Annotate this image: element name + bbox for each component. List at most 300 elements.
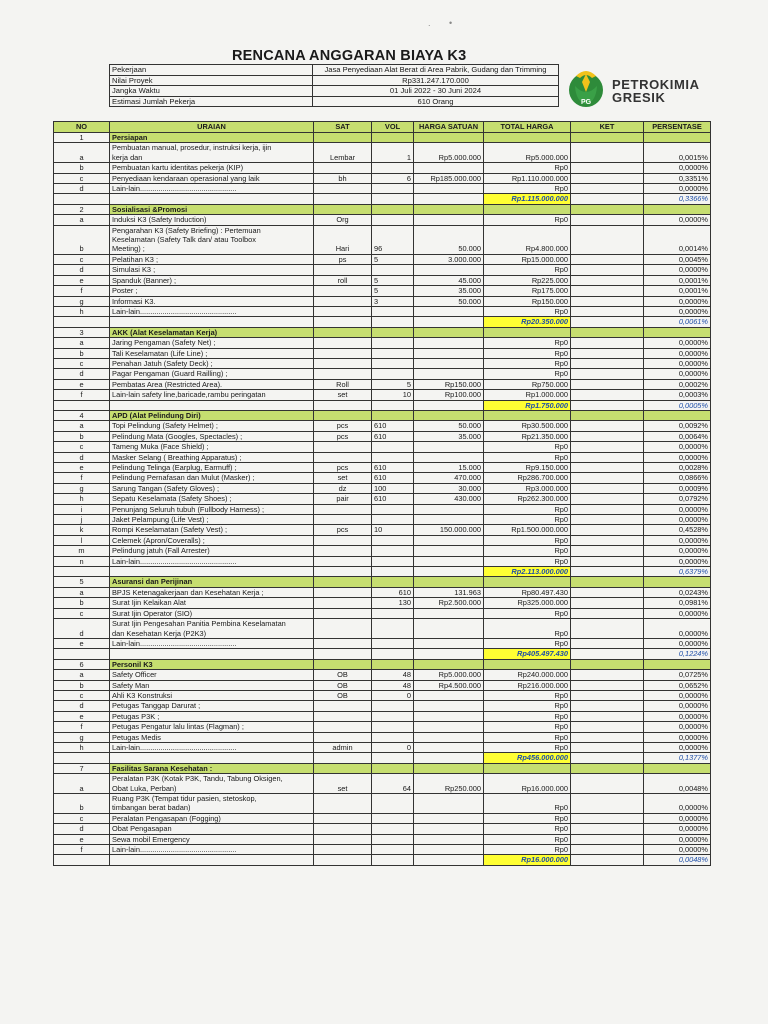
table-row xyxy=(54,379,711,389)
logo-badge: PG xyxy=(580,99,592,106)
row-unit-price: 35.000 xyxy=(414,431,484,441)
row-percentage: 0,0981% xyxy=(644,598,711,608)
row-total: Rp325.000.000 xyxy=(484,598,571,608)
row-volume xyxy=(372,732,414,742)
row-total: Rp225.000 xyxy=(484,275,571,285)
row-unit-price xyxy=(414,845,484,855)
row-letter: k xyxy=(54,525,110,535)
description-line: Pagar Pengaman (Guard Railling) ; xyxy=(112,369,228,379)
empty-cell xyxy=(54,194,110,204)
row-letter: d xyxy=(54,824,110,834)
row-unit: pcs xyxy=(314,463,372,473)
row-note xyxy=(571,732,644,742)
subtotal-row xyxy=(54,317,711,327)
row-total: Rp286.700.000 xyxy=(484,473,571,483)
row-unit: ps xyxy=(314,254,372,264)
empty-cell xyxy=(571,855,644,865)
description-line: Topi Pelindung (Safety Helmet) ; xyxy=(112,421,218,431)
table-row xyxy=(54,608,711,618)
row-total: Rp262.300.000 xyxy=(484,494,571,504)
row-note xyxy=(571,587,644,597)
subtotal-total: Rp456.000.000 xyxy=(484,753,571,763)
description-line: Petugas Medis xyxy=(112,732,161,742)
empty-cell xyxy=(314,855,372,865)
row-note xyxy=(571,794,644,814)
row-unit: set xyxy=(314,774,372,794)
table-row xyxy=(54,494,711,504)
col-header-no: NO xyxy=(54,122,110,133)
row-unit-price xyxy=(414,619,484,639)
row-percentage: 0,0000% xyxy=(644,742,711,752)
empty-cell xyxy=(571,659,644,669)
row-total: Rp0 xyxy=(484,813,571,823)
row-letter: i xyxy=(54,504,110,514)
row-description xyxy=(110,535,314,545)
row-total: Rp0 xyxy=(484,556,571,566)
row-unit: Hari xyxy=(314,225,372,254)
empty-cell xyxy=(314,204,372,214)
description-line: Surat Ijin Pengesahan Panitia Pembina Keselamatan xyxy=(112,619,286,629)
table-row xyxy=(54,794,711,814)
row-volume: 0 xyxy=(372,690,414,700)
table-row xyxy=(54,348,711,358)
row-unit xyxy=(314,369,372,379)
section-number: 5 xyxy=(54,577,110,587)
description-line: Jaring Pengaman (Safety Net) ; xyxy=(112,338,216,348)
empty-cell xyxy=(414,410,484,420)
row-description xyxy=(110,813,314,823)
empty-cell xyxy=(414,567,484,577)
row-letter: f xyxy=(54,722,110,732)
row-total: Rp0 xyxy=(484,834,571,844)
description-line: Lain-lain............................................... xyxy=(112,306,237,316)
row-unit-price: 30.000 xyxy=(414,483,484,493)
description-line: Pembuatan kartu identitas pekerja (KIP) xyxy=(112,163,244,173)
logo-line-2: GRESIK xyxy=(612,90,666,105)
description-line: Pelindung jatuh (Fall Arrester) xyxy=(112,546,210,556)
row-volume xyxy=(372,794,414,814)
row-unit xyxy=(314,546,372,556)
empty-cell xyxy=(571,204,644,214)
logo-line-1: PETROKIMIA xyxy=(612,77,700,92)
row-percentage: 0,3351% xyxy=(644,173,711,183)
row-percentage: 0,0000% xyxy=(644,452,711,462)
subtotal-total: Rp1.750.000 xyxy=(484,400,571,410)
row-total: Rp0 xyxy=(484,265,571,275)
row-unit xyxy=(314,265,372,275)
section-title: APD (Alat Pelindung Diri) xyxy=(110,410,314,420)
row-unit-price xyxy=(414,794,484,814)
subtotal-percentage: 0,0005% xyxy=(644,400,711,410)
row-percentage: 0,0000% xyxy=(644,638,711,648)
section-number: 3 xyxy=(54,327,110,337)
row-volume: 5 xyxy=(372,286,414,296)
row-description xyxy=(110,556,314,566)
row-unit xyxy=(314,535,372,545)
empty-cell xyxy=(484,763,571,773)
row-letter: e xyxy=(54,834,110,844)
row-unit-price: 50.000 xyxy=(414,296,484,306)
description-line: Pengarahan K3 (Safety Briefing) : Pertemuan xyxy=(112,225,261,235)
row-letter: l xyxy=(54,535,110,545)
description-line: Pelindung Mata (Googles, Spectacles) ; xyxy=(112,431,243,441)
row-percentage: 0,0000% xyxy=(644,690,711,700)
row-unit-price xyxy=(414,442,484,452)
row-description xyxy=(110,442,314,452)
row-percentage: 0,0000% xyxy=(644,556,711,566)
description-line: Safety Officer xyxy=(112,670,157,680)
row-volume xyxy=(372,845,414,855)
row-letter: a xyxy=(54,670,110,680)
empty-cell xyxy=(571,567,644,577)
row-unit-price: 131.963 xyxy=(414,587,484,597)
description-line: Safety Man xyxy=(112,680,150,690)
description-line: Lain-lain............................................... xyxy=(112,638,237,648)
empty-cell xyxy=(54,649,110,659)
row-unit xyxy=(314,296,372,306)
empty-cell xyxy=(571,327,644,337)
row-percentage: 0,0243% xyxy=(644,587,711,597)
row-letter: a xyxy=(54,215,110,225)
row-total: Rp21.350.000 xyxy=(484,431,571,441)
row-total: Rp0 xyxy=(484,722,571,732)
row-unit-price: 50.000 xyxy=(414,421,484,431)
info-row xyxy=(110,86,559,97)
row-unit-price xyxy=(414,338,484,348)
table-row xyxy=(54,338,711,348)
empty-cell xyxy=(314,133,372,143)
empty-cell xyxy=(414,400,484,410)
row-letter: a xyxy=(54,421,110,431)
empty-cell xyxy=(314,577,372,587)
row-description xyxy=(110,834,314,844)
section-title: Fasilitas Sarana Kesehatan : xyxy=(110,763,314,773)
row-percentage: 0,0000% xyxy=(644,824,711,834)
row-unit-price: Rp250.000 xyxy=(414,774,484,794)
row-letter: b xyxy=(54,225,110,254)
row-description xyxy=(110,483,314,493)
row-unit-price xyxy=(414,608,484,618)
row-total: Rp0 xyxy=(484,215,571,225)
section-row xyxy=(54,204,711,214)
table-row xyxy=(54,358,711,368)
row-percentage: 0,0000% xyxy=(644,504,711,514)
logo-text xyxy=(612,78,700,104)
table-row xyxy=(54,515,711,525)
row-percentage: 0,0015% xyxy=(644,143,711,163)
row-volume: 96 xyxy=(372,225,414,254)
empty-cell xyxy=(54,753,110,763)
empty-cell xyxy=(314,317,372,327)
row-description xyxy=(110,254,314,264)
row-unit xyxy=(314,556,372,566)
row-unit-price xyxy=(414,515,484,525)
row-total: Rp175.000 xyxy=(484,286,571,296)
table-row xyxy=(54,286,711,296)
empty-cell xyxy=(372,659,414,669)
row-description xyxy=(110,431,314,441)
row-unit xyxy=(314,638,372,648)
empty-cell xyxy=(644,410,711,420)
row-percentage: 0,0000% xyxy=(644,619,711,639)
table-row xyxy=(54,215,711,225)
empty-cell xyxy=(314,567,372,577)
table-row xyxy=(54,265,711,275)
row-note xyxy=(571,296,644,306)
row-volume xyxy=(372,824,414,834)
row-note xyxy=(571,215,644,225)
empty-cell xyxy=(110,753,314,763)
row-unit-price: Rp185.000.000 xyxy=(414,173,484,183)
row-total: Rp0 xyxy=(484,535,571,545)
empty-cell xyxy=(644,659,711,669)
empty-cell xyxy=(54,317,110,327)
empty-cell xyxy=(314,327,372,337)
row-note xyxy=(571,670,644,680)
row-unit-price: Rp5.000.000 xyxy=(414,670,484,680)
row-letter: d xyxy=(54,701,110,711)
empty-cell xyxy=(110,855,314,865)
row-unit: roll xyxy=(314,275,372,285)
row-note xyxy=(571,184,644,194)
table-row xyxy=(54,442,711,452)
row-letter: b xyxy=(54,794,110,814)
row-volume xyxy=(372,619,414,639)
row-letter: c xyxy=(54,690,110,700)
table-row xyxy=(54,254,711,264)
description-line: BPJS Ketenagakerjaan dan Kesehatan Kerja ; xyxy=(112,587,264,597)
row-unit xyxy=(314,442,372,452)
empty-cell xyxy=(484,204,571,214)
info-row xyxy=(110,96,559,107)
section-number: 2 xyxy=(54,204,110,214)
table-row xyxy=(54,143,711,163)
row-unit-price: Rp100.000 xyxy=(414,390,484,400)
row-volume xyxy=(372,358,414,368)
col-header-total-harga: TOTAL HARGA xyxy=(484,122,571,133)
row-unit xyxy=(314,338,372,348)
row-unit-price: 15.000 xyxy=(414,463,484,473)
table-row xyxy=(54,369,711,379)
row-description xyxy=(110,598,314,608)
row-letter: h xyxy=(54,494,110,504)
row-total: Rp16.000.000 xyxy=(484,774,571,794)
row-volume xyxy=(372,556,414,566)
empty-cell xyxy=(644,327,711,337)
row-total: Rp0 xyxy=(484,358,571,368)
row-note xyxy=(571,452,644,462)
empty-cell xyxy=(571,649,644,659)
row-unit xyxy=(314,813,372,823)
row-percentage: 0,0000% xyxy=(644,711,711,721)
description-line: Ahli K3 Konstruksi xyxy=(112,690,172,700)
row-note xyxy=(571,638,644,648)
row-volume xyxy=(372,504,414,514)
row-note xyxy=(571,722,644,732)
section-number: 7 xyxy=(54,763,110,773)
row-note xyxy=(571,742,644,752)
table-row xyxy=(54,690,711,700)
row-percentage: 0,0000% xyxy=(644,794,711,814)
table-row xyxy=(54,638,711,648)
description-line: Surat Ijin Operator (SIO) xyxy=(112,608,193,618)
subtotal-percentage: 0,1377% xyxy=(644,753,711,763)
subtotal-total: Rp2.113.000.000 xyxy=(484,567,571,577)
row-note xyxy=(571,690,644,700)
row-volume: 10 xyxy=(372,525,414,535)
row-note xyxy=(571,225,644,254)
row-volume xyxy=(372,215,414,225)
row-unit: OB xyxy=(314,690,372,700)
row-note xyxy=(571,286,644,296)
row-description xyxy=(110,619,314,639)
table-row xyxy=(54,722,711,732)
empty-cell xyxy=(372,753,414,763)
description-line: Tali Keselamatan (Life Line) ; xyxy=(112,348,208,358)
description-line: Lain-lain safety line,baricade,rambu peringatan xyxy=(112,390,266,400)
empty-cell xyxy=(372,204,414,214)
row-letter: d xyxy=(54,619,110,639)
row-unit-price xyxy=(414,215,484,225)
row-volume: 0 xyxy=(372,742,414,752)
row-description xyxy=(110,587,314,597)
empty-cell xyxy=(414,577,484,587)
row-letter: e xyxy=(54,275,110,285)
row-total: Rp0 xyxy=(484,369,571,379)
row-letter: g xyxy=(54,732,110,742)
row-volume xyxy=(372,535,414,545)
row-unit-price xyxy=(414,504,484,514)
row-total: Rp0 xyxy=(484,732,571,742)
section-number: 4 xyxy=(54,410,110,420)
info-row xyxy=(110,75,559,86)
row-unit-price xyxy=(414,742,484,752)
description-line: Tameng Muka (Face Shield) ; xyxy=(112,442,209,452)
row-note xyxy=(571,369,644,379)
row-volume xyxy=(372,306,414,316)
row-description xyxy=(110,225,314,254)
row-volume xyxy=(372,452,414,462)
row-unit xyxy=(314,608,372,618)
row-letter: e xyxy=(54,638,110,648)
table-row xyxy=(54,845,711,855)
row-total: Rp0 xyxy=(484,619,571,639)
col-header-ket: KET xyxy=(571,122,644,133)
description-line: Induksi K3 (Safety Induction) xyxy=(112,215,207,225)
empty-cell xyxy=(414,763,484,773)
row-percentage: 0,0000% xyxy=(644,845,711,855)
row-letter: a xyxy=(54,587,110,597)
section-row xyxy=(54,763,711,773)
row-volume xyxy=(372,711,414,721)
col-header-uraian: URAIAN xyxy=(110,122,314,133)
empty-cell xyxy=(372,194,414,204)
row-percentage: 0,0000% xyxy=(644,701,711,711)
empty-cell xyxy=(571,753,644,763)
row-note xyxy=(571,598,644,608)
description-line: Pelindung Telinga (Earplug, Earmuff) ; xyxy=(112,463,237,472)
table-row xyxy=(54,184,711,194)
row-percentage: 0,0000% xyxy=(644,184,711,194)
empty-cell xyxy=(110,567,314,577)
row-letter: c xyxy=(54,358,110,368)
row-note xyxy=(571,824,644,834)
description-line: Pembuatan manual, prosedur, instruksi kerja, ijin xyxy=(112,143,272,153)
row-unit: admin xyxy=(314,742,372,752)
row-letter: b xyxy=(54,348,110,358)
empty-cell xyxy=(54,855,110,865)
row-total: Rp80.497.430 xyxy=(484,587,571,597)
row-unit xyxy=(314,515,372,525)
row-unit: pcs xyxy=(314,431,372,441)
subtotal-percentage: 0,6379% xyxy=(644,567,711,577)
row-percentage: 0,0014% xyxy=(644,225,711,254)
row-note xyxy=(571,431,644,441)
row-letter: d xyxy=(54,369,110,379)
row-note xyxy=(571,556,644,566)
row-percentage: 0,0000% xyxy=(644,608,711,618)
description-line: Surat Ijin Kelaikan Alat xyxy=(112,598,186,608)
row-unit-price xyxy=(414,722,484,732)
table-row xyxy=(54,473,711,483)
section-row xyxy=(54,659,711,669)
description-line: Lain-lain............................................... xyxy=(112,742,237,752)
row-description xyxy=(110,670,314,680)
row-volume: 1 xyxy=(372,143,414,163)
row-volume xyxy=(372,163,414,173)
row-volume xyxy=(372,184,414,194)
description-line: Meeting) ; xyxy=(112,244,145,254)
row-letter: c xyxy=(54,813,110,823)
row-description xyxy=(110,515,314,525)
description-line: Poster ; xyxy=(112,286,138,296)
subtotal-total: Rp20.350.000 xyxy=(484,317,571,327)
row-letter: e xyxy=(54,711,110,721)
description-line: Pelindung Pernafasan dan Mulut (Masker) ; xyxy=(112,473,255,483)
row-note xyxy=(571,390,644,400)
row-percentage: 0,0064% xyxy=(644,431,711,441)
row-percentage: 0,0001% xyxy=(644,286,711,296)
empty-cell xyxy=(484,133,571,143)
row-unit-price: Rp150.000 xyxy=(414,379,484,389)
info-label: Nilai Proyek xyxy=(110,75,313,86)
description-line: Petugas Pengatur lalu lintas (Flagman) ; xyxy=(112,722,244,732)
row-total: Rp0 xyxy=(484,442,571,452)
petrokimia-emblem-icon xyxy=(562,64,610,112)
row-percentage: 0,0000% xyxy=(644,813,711,823)
row-description xyxy=(110,824,314,834)
row-note xyxy=(571,525,644,535)
row-description xyxy=(110,173,314,183)
row-total: Rp15.000.000 xyxy=(484,254,571,264)
row-note xyxy=(571,711,644,721)
section-row xyxy=(54,410,711,420)
row-volume: 610 xyxy=(372,473,414,483)
row-letter: f xyxy=(54,390,110,400)
row-description xyxy=(110,265,314,275)
row-unit-price xyxy=(414,834,484,844)
empty-cell xyxy=(372,400,414,410)
row-description xyxy=(110,701,314,711)
empty-cell xyxy=(110,317,314,327)
scan-dots: . • xyxy=(428,18,461,28)
row-description xyxy=(110,143,314,163)
row-note xyxy=(571,254,644,264)
description-line: timbangan berat badan) xyxy=(112,803,191,813)
subtotal-percentage: 0,1224% xyxy=(644,649,711,659)
row-letter: c xyxy=(54,608,110,618)
row-letter: b xyxy=(54,598,110,608)
